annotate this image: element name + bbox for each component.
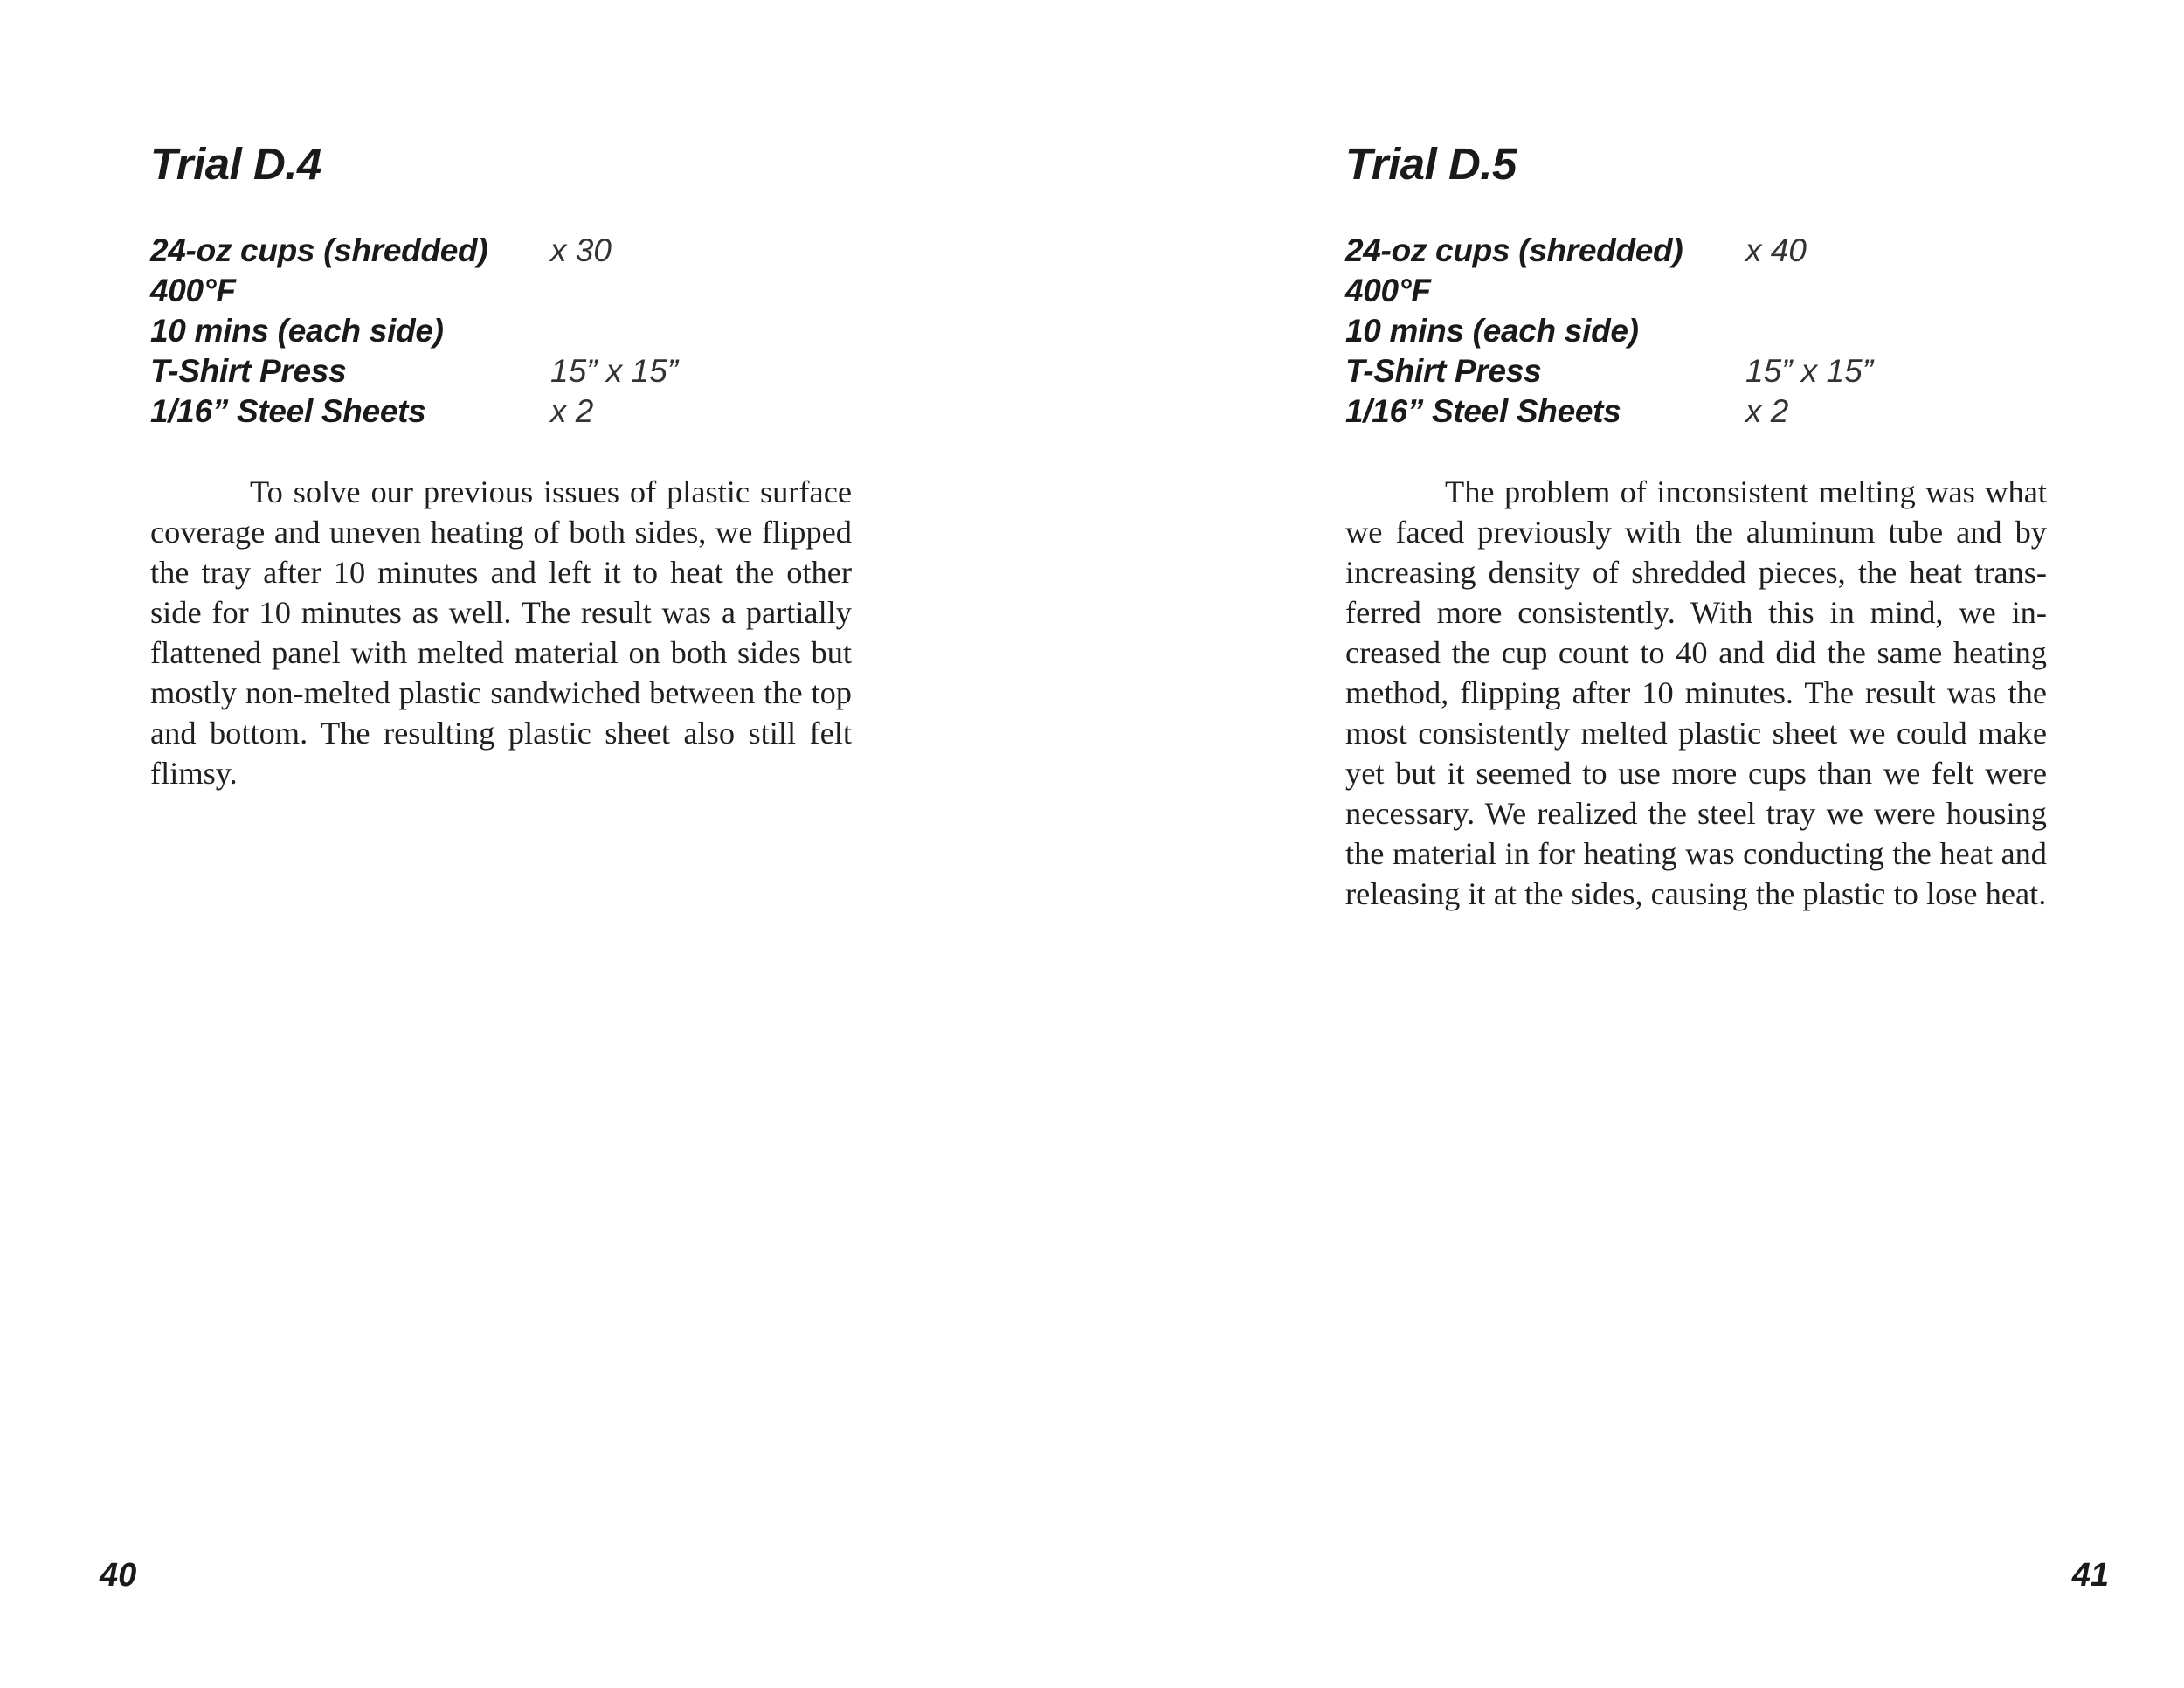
right-page [1092, 0, 2184, 1688]
spec-row [1345, 351, 1957, 391]
spec-row [150, 351, 762, 391]
spec-label: 10 mins (each side) [1345, 313, 1639, 349]
page-number: 40 [100, 1557, 137, 1594]
spec-label: 400°F [1345, 273, 1431, 308]
body-paragraph: The problem of inconsistent melting was what we faced previously with the aluminum tube and by increasing density of shredded pieces, the heat transferred more consistently. With this in mind, we increased the cup count to 40 and did the same heating method, flipping after 10 minutes. The result was the most consistently melted plastic sheet we could make yet but it seemed to use more cups than we felt were necessary. We realized the steel tray we were housing the material in for heating was conducting the heat and releasing it at the sides, causing the plastic to lose heat. [1345, 474, 2047, 911]
spec-list [150, 231, 762, 432]
body-paragraph: To solve our previous issues of plastic surface coverage and uneven heating of both sides, we flipped the tray after 10 minutes and left it to heat the other side for 10 minutes as well. The result was a partially flattened panel with melted material on both sides but mostly non-melted plastic sandwiched between the top and bottom. The resulting plastic sheet also still felt flimsy. [150, 474, 852, 791]
spec-list [1345, 231, 1957, 432]
spec-label: T-Shirt Press [150, 353, 347, 389]
spec-row [1345, 391, 1957, 432]
spec-label: 1/16” Steel Sheets [150, 393, 426, 429]
spec-value: 15” x 15” [1745, 353, 1874, 389]
spec-value: x 2 [550, 393, 594, 429]
page-number: 41 [2071, 1557, 2109, 1594]
spec-label: T-Shirt Press [1345, 353, 1542, 389]
spec-label: 1/16” Steel Sheets [1345, 393, 1621, 429]
spec-row [150, 231, 762, 271]
spec-label: 24-oz cups (shredded) [150, 232, 488, 268]
spec-value: x 2 [1745, 393, 1789, 429]
spec-value: x 30 [550, 232, 612, 268]
trial-title: Trial D.5 [1345, 139, 1517, 189]
spec-label: 24-oz cups (shredded) [1345, 232, 1683, 268]
spec-row [150, 311, 762, 351]
spec-row [1345, 311, 1957, 351]
spec-value: 15” x 15” [550, 353, 679, 389]
spec-value: x 40 [1745, 232, 1807, 268]
spec-row [150, 391, 762, 432]
spec-label: 400°F [150, 273, 236, 308]
spec-row [1345, 231, 1957, 271]
spec-row [1345, 271, 1957, 311]
spec-label: 10 mins (each side) [150, 313, 444, 349]
spec-row [150, 271, 762, 311]
trial-title: Trial D.4 [150, 139, 321, 189]
